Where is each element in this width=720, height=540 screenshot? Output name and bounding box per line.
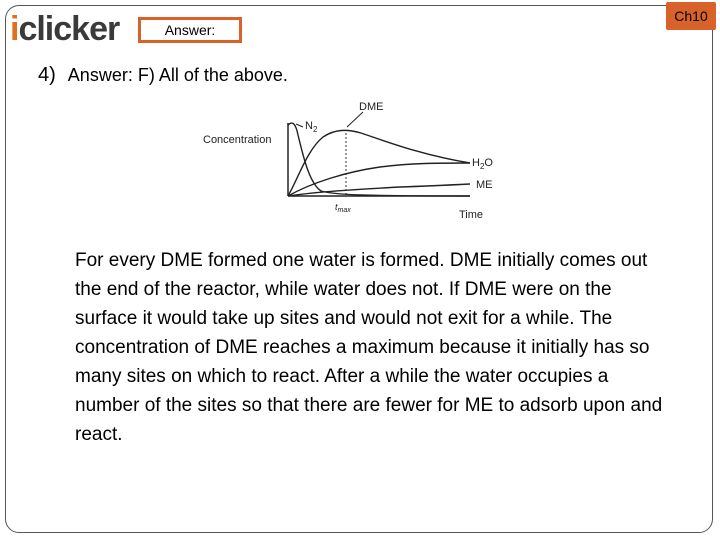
chapter-tag-label: Ch10: [674, 8, 708, 24]
h2o-curve: [288, 163, 470, 196]
me-label: ME: [476, 179, 493, 191]
tmax-label: $t_{max}$: [335, 202, 351, 214]
y-axis-label: Concentration: [203, 134, 272, 146]
n2-label: $N_2$: [305, 120, 318, 134]
logo-prefix: i: [10, 10, 19, 48]
dme-leader-line: [347, 112, 363, 127]
answer-label-box: [138, 17, 242, 43]
h2o-label: $H_2O$: [472, 157, 493, 171]
n2-leader-line: [296, 124, 303, 127]
question-number: 4): [38, 64, 56, 86]
answer-label: Answer:: [164, 22, 216, 38]
x-axis-label: Time: [459, 209, 484, 221]
explanation-paragraph: For every DME formed one water is formed. DME initially comes out the end of the reactor, while water does not. If DME were on the surface it would take up sites and would not exit for a while. The concentration of DME reaches a maximum because it initially has so many sites on which to react. After a while the water occupies a number of the sites so that there are fewer for ME to adsorb upon and react.: [75, 250, 663, 445]
question-answer-line: [38, 64, 288, 87]
concentration-time-figure: [195, 95, 525, 225]
answer-text: Answer: F) All of the above.: [67, 65, 288, 85]
logo-suffix: clicker: [18, 10, 120, 48]
chapter-tag: [666, 2, 716, 30]
concentration-figure-svg: [195, 95, 525, 225]
iclicker-logo: [10, 12, 119, 46]
dme-label: DME: [359, 101, 384, 113]
